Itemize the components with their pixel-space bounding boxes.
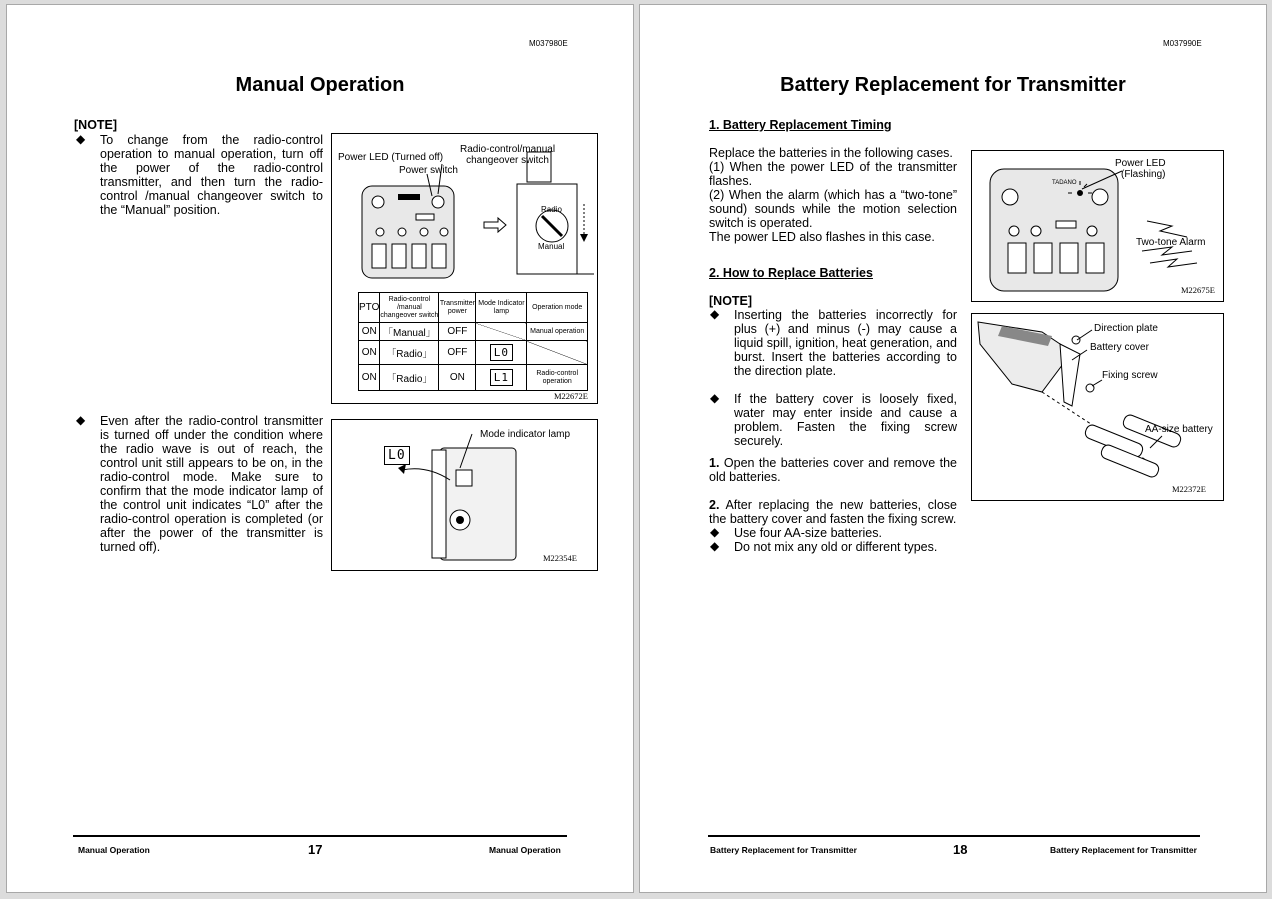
label-alarm: Two-tone Alarm [1136, 237, 1206, 248]
label-radio: Radio [541, 205, 562, 214]
mode-display: L0 [384, 446, 410, 465]
table-cell: ON [439, 365, 476, 391]
page-17 [6, 4, 634, 893]
label-manual: Manual [538, 242, 565, 251]
label-mode-lamp: Mode indicator lamp [480, 429, 571, 440]
figure-code: M22354E [543, 553, 577, 563]
page-title: Battery Replacement for Transmitter [780, 74, 1126, 96]
step-number: 2. [709, 498, 720, 512]
note-heading: [NOTE] [74, 118, 118, 132]
label-changeover-switch: Radio-control/manual changeover switch [460, 144, 556, 166]
note-bullet-1: Inserting the batteries incorrectly for plus (+) and minus (-) may cause a liquid spill, ignition, heat generation, and burst. Insert the batteries according to the direction plate. [734, 308, 957, 378]
doc-id: M037990E [1163, 39, 1202, 48]
table-cell: 「Manual」 [380, 323, 439, 341]
table-header: Transmitter power [439, 293, 476, 323]
page-number: 18 [953, 842, 968, 857]
bullet-text-1: To change from the radio-control operation to manual operation, turn off the power of the radio-control transmitter, and then turn the radio-control /manual changeover switch to the “Manual” position. [100, 133, 323, 217]
table-cell [476, 341, 527, 365]
table-row [359, 341, 588, 365]
label-flashing: (Flashing) [1121, 169, 1166, 180]
figure-code: M22675E [1181, 285, 1215, 295]
bullet-glyph: ◆ [710, 539, 720, 553]
table-cell: ON [359, 341, 380, 365]
table-cell: OFF [439, 323, 476, 341]
label-battery-cover: Battery cover [1090, 342, 1149, 353]
bullet-glyph: ◆ [710, 307, 720, 321]
step-bullet-1: Use four AA-size batteries. [734, 526, 882, 540]
table-cell-empty [476, 323, 527, 341]
table-cell-empty [527, 341, 588, 365]
note-heading: [NOTE] [709, 294, 753, 308]
label-direction-plate: Direction plate [1094, 323, 1158, 334]
transmitter-illustration [972, 151, 1223, 301]
bullet-glyph: ◆ [710, 525, 720, 539]
footer-right: Manual Operation [489, 845, 561, 855]
control-unit-illustration [332, 420, 597, 570]
table-header: PTO [359, 293, 380, 323]
table-cell: Radio-control operation [527, 365, 588, 391]
step-bullet-2: Do not mix any old or different types. [734, 540, 938, 554]
paragraph: (2) When the alarm (which has a “two-tone” sound) sounds while the motion selection switch is operated. [709, 188, 957, 230]
table-row [359, 365, 588, 391]
table-cell: OFF [439, 341, 476, 365]
label-aa-battery: AA-size battery [1145, 424, 1213, 435]
figure-code: M22672E [554, 391, 588, 401]
paragraph: The power LED also flashes in this case. [709, 230, 935, 244]
bullet-glyph: ◆ [710, 391, 720, 405]
footer-rule [708, 835, 1200, 837]
section-heading-2: 2. How to Replace Batteries [709, 266, 873, 280]
table-cell: 「Radio」 [380, 365, 439, 391]
footer-right: Battery Replacement for Transmitter [1050, 845, 1197, 855]
page-number: 17 [308, 842, 323, 857]
page-18 [639, 4, 1267, 893]
table-header: Radio-control /manual changeover switch [380, 293, 439, 323]
table-cell: ON [359, 323, 380, 341]
paragraph: (1) When the power LED of the transmitter flashes. [709, 160, 957, 188]
table-cell: ON [359, 365, 380, 391]
table-cell: Manual operation [527, 323, 588, 341]
table-cell [476, 365, 527, 391]
figure-mode-indicator [331, 419, 598, 571]
label-fixing-screw: Fixing screw [1102, 370, 1158, 381]
step-1 [709, 456, 957, 484]
page-title: Manual Operation [235, 74, 405, 96]
paragraph: Replace the batteries in the following cases. [709, 146, 953, 160]
footer-rule [73, 835, 567, 837]
bullet-glyph: ◆ [76, 132, 86, 146]
mode-display: L1 [490, 369, 513, 386]
step-text: After replacing the new batteries, close the battery cover and fasten the fixing screw. [709, 498, 957, 526]
doc-id: M037980E [529, 39, 568, 48]
mode-display: L0 [490, 344, 513, 361]
table-cell: 「Radio」 [380, 341, 439, 365]
step-2 [709, 498, 957, 526]
figure-code: M22372E [1172, 484, 1206, 494]
bullet-text-2: Even after the radio-control transmitter is turned off under the condition where the radio wave is out of reach, the control unit still appears to be on, in the radio-control mode. Make sure to confirm that the mode indicator lamp of the control unit indicates “L0” after the radio-control operation is completed (or after the power of the transmitter is turned off). [100, 414, 323, 554]
footer-left: Manual Operation [78, 845, 150, 855]
brand-label: TADANO [1052, 180, 1077, 186]
figure-power-led [971, 150, 1224, 302]
label-power-led: Power LED [1115, 158, 1166, 169]
section1-body [709, 146, 957, 244]
step-number: 1. [709, 456, 720, 470]
mode-table [358, 292, 588, 391]
table-header: Mode Indicator lamp [476, 293, 527, 323]
bullet-glyph: ◆ [76, 413, 86, 427]
figure-changeover-switch [331, 133, 598, 404]
table-header: Operation mode [527, 293, 588, 323]
label-power-led: Power LED (Turned off) [338, 152, 444, 163]
figure-battery-replacement [971, 313, 1224, 501]
label-power-switch: Power switch [399, 165, 458, 176]
section-heading-1: 1. Battery Replacement Timing [709, 118, 892, 132]
table-row [359, 323, 588, 341]
footer-left: Battery Replacement for Transmitter [710, 845, 857, 855]
note-bullet-2: If the battery cover is loosely fixed, water may enter inside and cause a problem. Fasten the fixing screw securely. [734, 392, 957, 448]
step-text: Open the batteries cover and remove the old batteries. [709, 456, 957, 484]
